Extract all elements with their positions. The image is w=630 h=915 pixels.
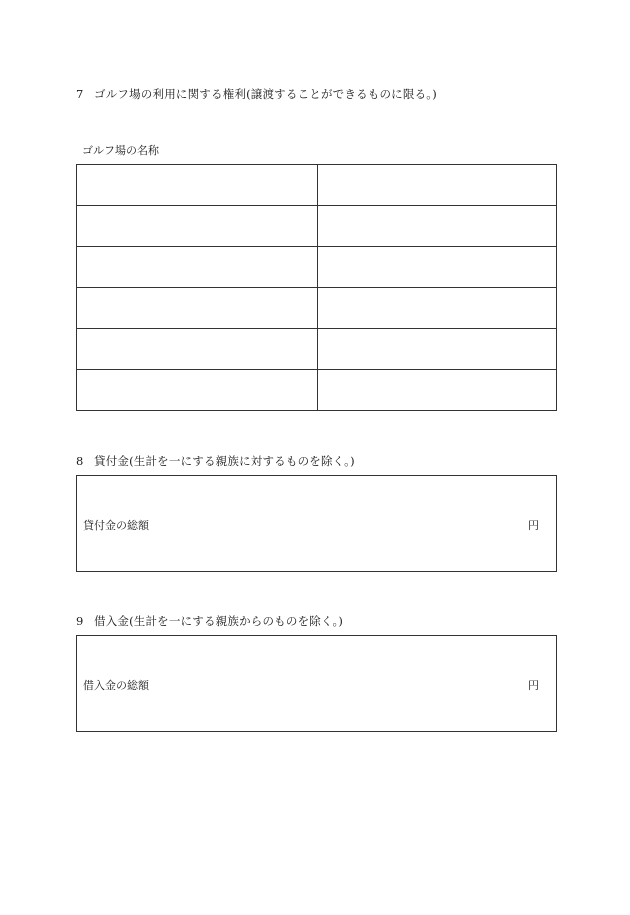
borrowing-total-label: 借入金の総額 (83, 679, 149, 692)
borrowing-total-unit: 円 (528, 679, 539, 692)
borrowing-total-box (76, 635, 557, 732)
golf-cell-name[interactable] (77, 247, 318, 288)
golf-cell-name[interactable] (77, 329, 318, 370)
table-row (77, 206, 557, 247)
golf-cell-name[interactable] (77, 288, 318, 329)
section-9-heading (76, 613, 343, 629)
loan-total-box (76, 475, 557, 572)
section-7-number: 7 (76, 87, 84, 101)
loan-total-label: 貸付金の総額 (83, 519, 149, 532)
section-8-number: 8 (76, 454, 84, 468)
section-7-heading (76, 86, 437, 102)
table-row (77, 370, 557, 411)
section-8-heading (76, 453, 355, 469)
golf-cell-detail[interactable] (318, 165, 557, 206)
loan-total-unit: 円 (528, 519, 539, 532)
section-9-title: 借入金(生計を一にする親族からのものを除く。) (94, 614, 344, 628)
golf-cell-detail[interactable] (318, 247, 557, 288)
golf-cell-detail[interactable] (318, 206, 557, 247)
table-row (77, 288, 557, 329)
section-8-title: 貸付金(生計を一にする親族に対するものを除く。) (94, 454, 355, 468)
section-7-title: ゴルフ場の利用に関する権利(譲渡することができるものに限る。) (94, 87, 437, 101)
table-row (77, 247, 557, 288)
golf-course-table (76, 164, 557, 411)
table-row (77, 165, 557, 206)
golf-cell-detail[interactable] (318, 370, 557, 411)
section-9-number: 9 (76, 614, 84, 628)
table-row (77, 329, 557, 370)
golf-cell-name[interactable] (77, 165, 318, 206)
golf-cell-name[interactable] (77, 370, 318, 411)
golf-course-name-label: ゴルフ場の名称 (82, 144, 159, 157)
golf-cell-detail[interactable] (318, 329, 557, 370)
golf-cell-detail[interactable] (318, 288, 557, 329)
golf-cell-name[interactable] (77, 206, 318, 247)
